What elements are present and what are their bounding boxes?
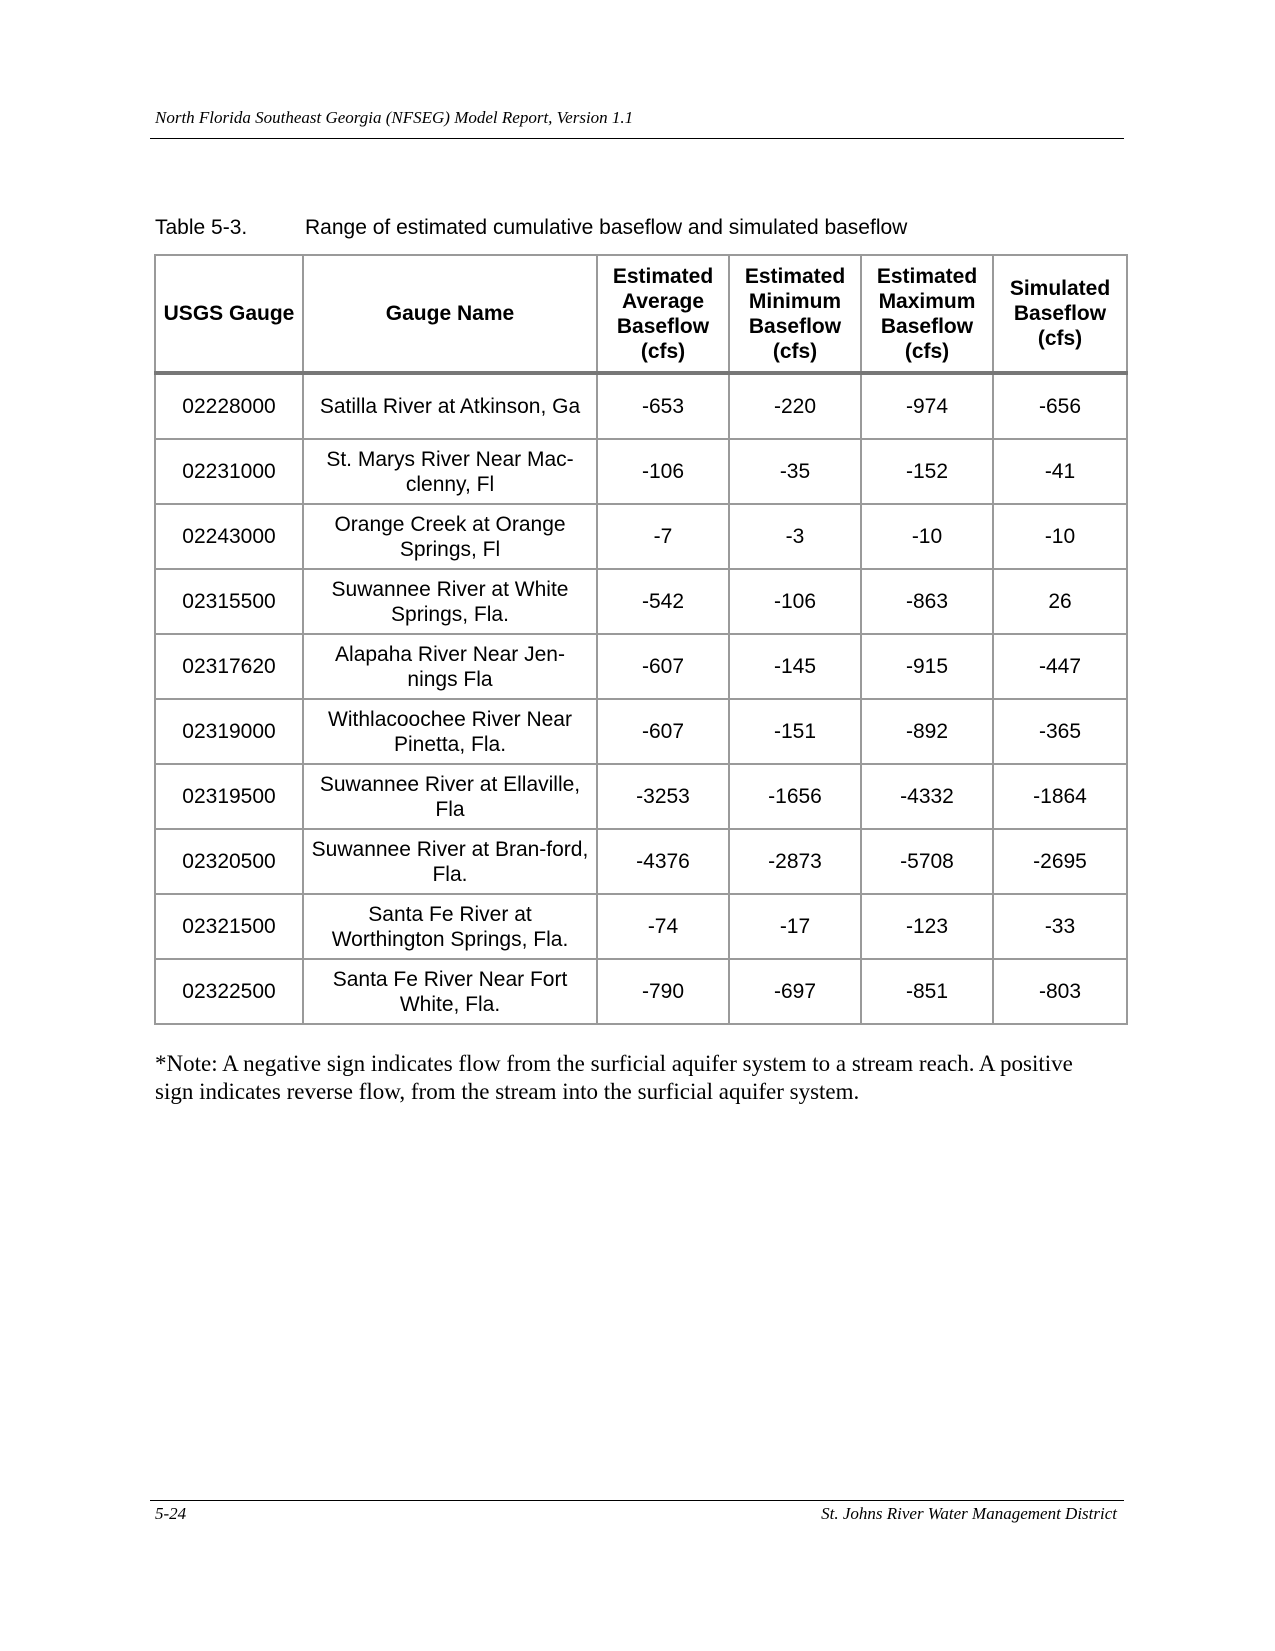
gauge-name-cell: Santa Fe River at Worthington Springs, Fla. [303,894,597,959]
table-row [155,504,1127,569]
avg-baseflow-cell: -607 [597,634,729,699]
max-baseflow-cell: -5708 [861,829,993,894]
max-baseflow-cell: -974 [861,373,993,439]
header-usgs-gauge: USGS Gauge [155,255,303,373]
avg-baseflow-cell: -790 [597,959,729,1024]
sim-baseflow-cell: -1864 [993,764,1127,829]
table-row [155,894,1127,959]
gauge-id-cell: 02321500 [155,894,303,959]
gauge-name-cell: Satilla River at Atkinson, Ga [303,373,597,439]
min-baseflow-cell: -151 [729,699,861,764]
max-baseflow-cell: -10 [861,504,993,569]
avg-baseflow-cell: -4376 [597,829,729,894]
sim-baseflow-cell: -365 [993,699,1127,764]
header-estimated-maximum: Estimated Maximum Baseflow (cfs) [861,255,993,373]
max-baseflow-cell: -123 [861,894,993,959]
min-baseflow-cell: -35 [729,439,861,504]
avg-baseflow-cell: -106 [597,439,729,504]
table-row [155,373,1127,439]
page-number: 5-24 [155,1504,187,1523]
gauge-id-cell: 02322500 [155,959,303,1024]
table-row [155,764,1127,829]
table-caption [155,216,907,240]
gauge-name-cell: Santa Fe River Near Fort White, Fla. [303,959,597,1024]
avg-baseflow-cell: -7 [597,504,729,569]
footer-divider [150,1500,1124,1501]
table-row [155,569,1127,634]
table-note: *Note: A negative sign indicates flow from the surficial aquifer system to a stream reach. A positive sign indicates reverse flow, from the stream into the surficial aquifer system. [155,1051,1073,1104]
min-baseflow-cell: -2873 [729,829,861,894]
gauge-name-cell: Withlacoochee River Near Pinetta, Fla. [303,699,597,764]
gauge-id-cell: 02228000 [155,373,303,439]
sim-baseflow-cell: -33 [993,894,1127,959]
gauge-id-cell: 02319500 [155,764,303,829]
min-baseflow-cell: -17 [729,894,861,959]
min-baseflow-cell: -3 [729,504,861,569]
avg-baseflow-cell: -74 [597,894,729,959]
avg-baseflow-cell: -3253 [597,764,729,829]
header-estimated-minimum: Estimated Minimum Baseflow (cfs) [729,255,861,373]
gauge-id-cell: 02319000 [155,699,303,764]
max-baseflow-cell: -863 [861,569,993,634]
table-number: Table 5-3. [155,216,248,239]
sim-baseflow-cell: -10 [993,504,1127,569]
min-baseflow-cell: -1656 [729,764,861,829]
table-row [155,959,1127,1024]
gauge-id-cell: 02317620 [155,634,303,699]
min-baseflow-cell: -106 [729,569,861,634]
min-baseflow-cell: -145 [729,634,861,699]
gauge-id-cell: 02315500 [155,569,303,634]
table-row [155,829,1127,894]
table-row [155,699,1127,764]
gauge-name-cell: Suwannee River at Ellaville, Fla [303,764,597,829]
header-divider [150,138,1124,139]
table-row [155,634,1127,699]
sim-baseflow-cell: -2695 [993,829,1127,894]
max-baseflow-cell: -4332 [861,764,993,829]
gauge-name-cell: Suwannee River at Bran-ford, Fla. [303,829,597,894]
sim-baseflow-cell: 26 [993,569,1127,634]
baseflow-table [154,254,1128,1025]
table-header-row [155,255,1127,373]
footer-organization: St. Johns River Water Management District [821,1504,1117,1523]
sim-baseflow-cell: -447 [993,634,1127,699]
gauge-id-cell: 02231000 [155,439,303,504]
max-baseflow-cell: -892 [861,699,993,764]
table-title: Range of estimated cumulative baseflow and simulated baseflow [305,216,908,239]
sim-baseflow-cell: -803 [993,959,1127,1024]
running-header: North Florida Southeast Georgia (NFSEG) Model Report, Version 1.1 [155,108,634,127]
gauge-name-cell: Alapaha River Near Jen-nings Fla [303,634,597,699]
header-simulated: Simulated Baseflow (cfs) [993,255,1127,373]
header-estimated-average: Estimated Average Baseflow (cfs) [597,255,729,373]
table-row [155,439,1127,504]
gauge-id-cell: 02243000 [155,504,303,569]
min-baseflow-cell: -220 [729,373,861,439]
max-baseflow-cell: -851 [861,959,993,1024]
gauge-name-cell: St. Marys River Near Mac-clenny, Fl [303,439,597,504]
gauge-name-cell: Orange Creek at Orange Springs, Fl [303,504,597,569]
gauge-name-cell: Suwannee River at White Springs, Fla. [303,569,597,634]
avg-baseflow-cell: -653 [597,373,729,439]
header-gauge-name: Gauge Name [303,255,597,373]
max-baseflow-cell: -915 [861,634,993,699]
avg-baseflow-cell: -542 [597,569,729,634]
sim-baseflow-cell: -41 [993,439,1127,504]
sim-baseflow-cell: -656 [993,373,1127,439]
gauge-id-cell: 02320500 [155,829,303,894]
avg-baseflow-cell: -607 [597,699,729,764]
max-baseflow-cell: -152 [861,439,993,504]
min-baseflow-cell: -697 [729,959,861,1024]
